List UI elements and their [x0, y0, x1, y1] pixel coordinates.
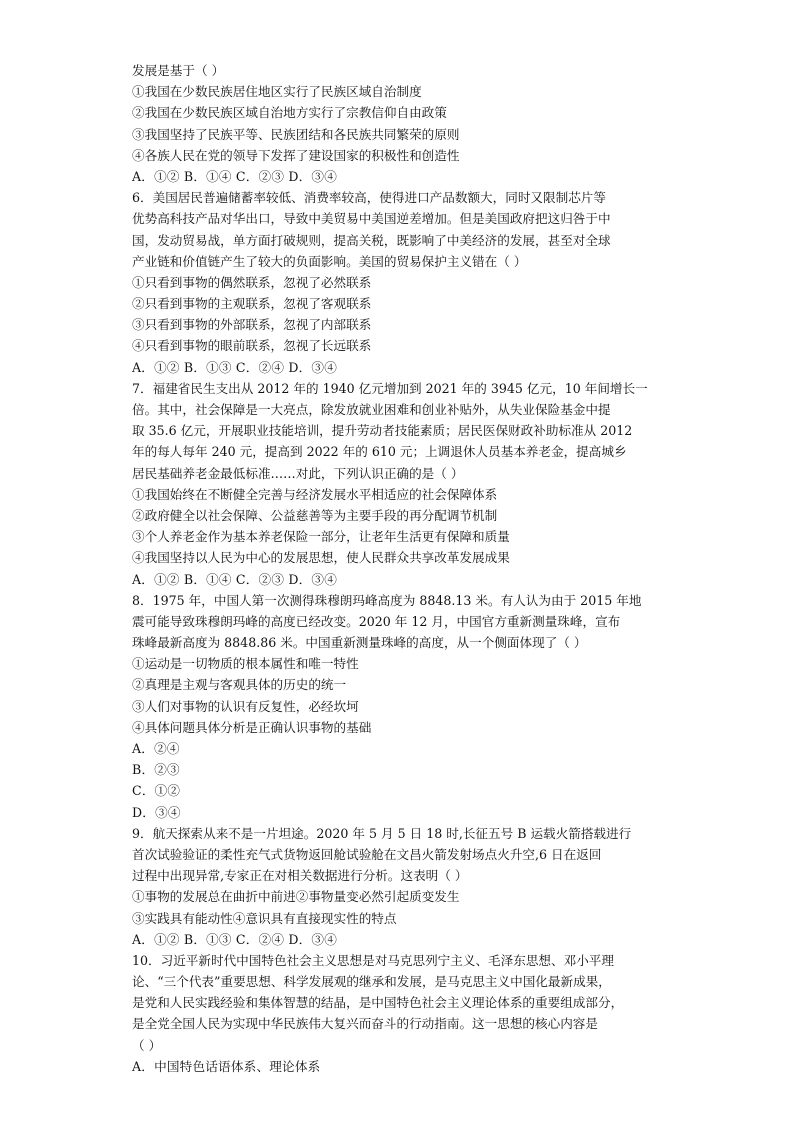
answer-choices: A．①② B．①④ C．②③ D．③④: [132, 168, 338, 184]
option-line: ③实践具有能动性④意识具有直接现实性的特点: [132, 910, 397, 926]
option-line: ③只看到事物的外部联系，忽视了内部联系: [132, 317, 372, 333]
question-8-line: 8．1975 年，中国人第一次测得珠穆朗玛峰高度为 8848.13 米。有人认为由于 2015 年地: [132, 592, 642, 608]
option-line: ③我国坚持了民族平等、民族团结和各民族共同繁荣的原则: [132, 126, 460, 142]
option-line: ②政府健全以社会保障、公益慈善等为主要手段的再分配调节机制: [132, 507, 498, 523]
question-9-line: 过程中出现异常,专家正在对相关数据进行分析。这表明（ ）: [132, 868, 468, 884]
question-6-line: 国，发动贸易战，单方面打破规则，提高关税，既影响了中美经济的发展，甚至对全球: [132, 232, 611, 248]
question-7-line: 取 35.6 亿元，开展职业技能培训，提升劳动者技能素质；居民医保财政补助标准从 2012: [132, 423, 633, 439]
question-8-line: 珠峰最新高度为 8848.86 米。中国重新测量珠峰的高度，从一个侧面体现了（ ）: [132, 635, 587, 651]
answer-choices: A．①② B．①③ C．②④ D．③④: [132, 931, 338, 947]
question-10-line: 是党和人民实践经验和集体智慧的结晶，是中国特色社会主义理论体系的重要组成部分，: [132, 995, 624, 1011]
option-line: ③人们对事物的认识有反复性，必经坎坷: [132, 698, 359, 714]
question-10-line: 10．习近平新时代中国特色社会主义思想是对马克思列宁主义、毛泽东思想、邓小平理: [132, 952, 614, 968]
question-7-line: 7．福建省民生支出从 2012 年的 1940 亿元增加到 2021 年的 3945 亿元，10 年间增长一: [132, 380, 648, 396]
option-line: ①运动是一切物质的根本属性和唯一特性: [132, 656, 359, 672]
answer-choices: A．①② B．①③ C．②④ D．③④: [132, 359, 338, 375]
question-6-line: 6．美国居民普遍储蓄率较低、消费率较高，使得进口产品数额大，同时又限制芯片等: [132, 190, 606, 206]
option-line: ④各族人民在党的领导下发挥了建设国家的积极性和创造性: [132, 147, 460, 163]
option-line: ①事物的发展总在曲折中前进②事物量变必然引起质变发生: [132, 889, 460, 905]
answer-choice-d: D．③④: [132, 804, 181, 820]
question-8-line: 震可能导致珠穆朗玛峰的高度已经改变。2020 年 12 月，中国官方重新测量珠峰，宣布: [132, 613, 621, 629]
answer-choice-a: A．中国特色话语体系、理论体系: [132, 1058, 321, 1074]
question-9-line: 首次试验验证的柔性充气式货物返回舱试验舱在文昌火箭发射场点火升空,6 日在返回: [132, 846, 602, 862]
question-10-line: 论、“三个代表”重要思想、科学发展观的继承和发展，是马克思主义中国化最新成果，: [132, 974, 611, 990]
option-line: ①只看到事物的偶然联系，忽视了必然联系: [132, 274, 372, 290]
option-line: ②真理是主观与客观具体的历史的统一: [132, 677, 347, 693]
document-page: [132, 60, 664, 1077]
option-line: ①我国始终在不断健全完善与经济发展水平相适应的社会保障体系: [132, 486, 498, 502]
question-6-line: 优势高科技产品对华出口，导致中美贸易中美国逆差增加。但是美国政府把这归咎于中: [132, 211, 611, 227]
question-7-line: 年的每人每年 240 元，提高到 2022 年的 610 元；上调退休人员基本养老金，提高城乡: [132, 444, 627, 460]
question-10-line: （ ）: [132, 1037, 162, 1053]
question-6-line: 产业链和价值链产生了较大的负面影响。美国的贸易保护主义错在（ ）: [132, 253, 527, 269]
question-10-line: 是全党全国人民为实现中华民族伟大复兴而奋斗的行动指南。这一思想的核心内容是: [132, 1016, 598, 1032]
option-line: ②只看到事物的主观联系，忽视了客观联系: [132, 296, 372, 312]
answer-choice-c: C．①②: [132, 783, 181, 799]
question-7-line: 居民基础养老金最低标准……对此，下列认识正确的是（ ）: [132, 465, 464, 481]
option-line: ①我国在少数民族居住地区实行了民族区域自治制度: [132, 84, 422, 100]
option-line: ④具体问题具体分析是正确认识事物的基础: [132, 719, 372, 735]
answer-choice-a: A．②④: [132, 741, 180, 756]
option-line: ④我国坚持以人民为中心的发展思想，使人民群众共享改革发展成果: [132, 550, 510, 566]
option-line: ②我国在少数民族区域自治地方实行了宗教信仰自由政策: [132, 105, 447, 121]
question-7-line: 倍。其中，社会保障是一大亮点，除发放就业困难和创业补贴外，从失业保险基金中提: [132, 402, 611, 417]
answer-choice-b: B．②③: [132, 762, 180, 778]
question-9-line: 9．航天探索从来不是一片坦途。2020 年 5 月 5 日 18 时,长征五号 B 运载火箭搭载进行: [132, 825, 632, 841]
answer-choices: A．①② B．①④ C．②③ D．③④: [132, 571, 338, 587]
option-line: ④只看到事物的眼前联系，忽视了长远联系: [132, 338, 372, 354]
option-line: ③个人养老金作为基本养老保险一部分，让老年生活更有保障和质量: [132, 529, 510, 545]
text-line: 发展是基于（ ）: [132, 63, 225, 78]
